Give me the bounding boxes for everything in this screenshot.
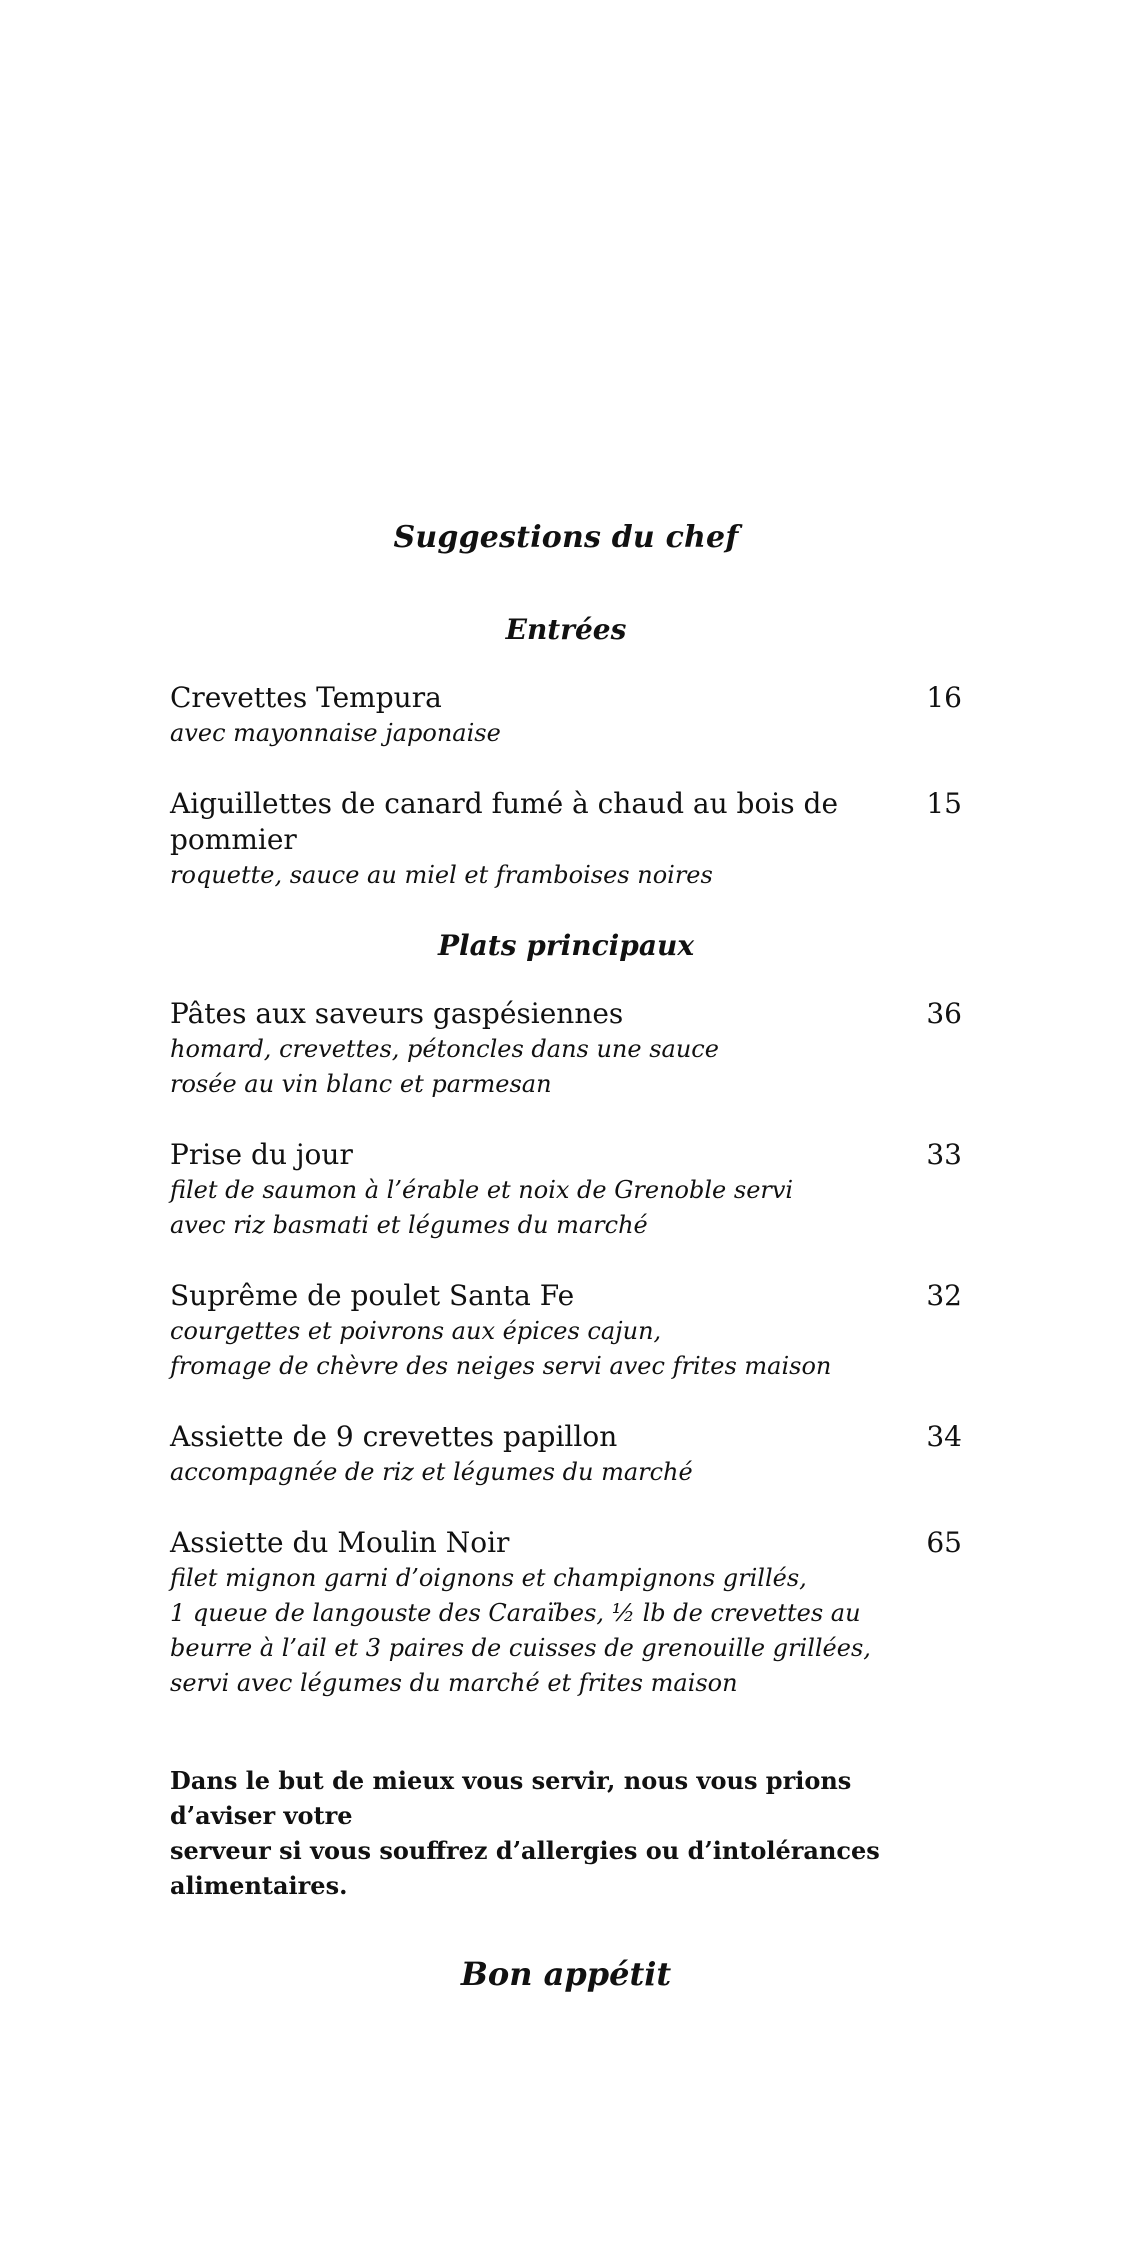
menu-item-name: Prise du jour	[170, 1138, 353, 1171]
menu-item-crevettes-papillon	[170, 1419, 962, 1490]
menu-item-description: servi avec légumes du marché et frites maison	[170, 1669, 738, 1697]
menu-item-description: filet de saumon à l’érable et noix de Grenoble servi	[170, 1176, 794, 1204]
section-plats-principaux	[170, 929, 962, 1701]
menu-item-name: Pâtes aux saveurs gaspésiennes	[170, 997, 624, 1030]
menu-item-description: homard, crevettes, pétoncles dans une sauce	[170, 1035, 719, 1063]
menu-item-price: 33	[926, 1138, 962, 1171]
menu-item-description: beurre à l’ail et 3 paires de cuisses de grenouille grillées,	[170, 1634, 871, 1662]
menu-item-name: Assiette de 9 crevettes papillon	[170, 1420, 618, 1453]
allergy-notice-line: serveur si vous souffrez d’allergies ou d’intolérances alimentaires.	[170, 1836, 880, 1900]
menu-item-row	[170, 1419, 962, 1455]
menu-item-description: 1 queue de langouste des Caraïbes, ½ lb de crevettes au	[170, 1599, 861, 1627]
menu-item-description: roquette, sauce au miel et framboises noires	[170, 861, 713, 889]
menu-item-price: 36	[926, 997, 962, 1030]
menu-item-description: rosée au vin blanc et parmesan	[170, 1070, 552, 1098]
section-heading-entrees: Entrées	[505, 613, 627, 646]
section-heading-plats-principaux: Plats principaux	[437, 929, 695, 962]
menu-item-description: accompagnée de riz et légumes du marché	[170, 1458, 693, 1486]
menu-item-prise-du-jour	[170, 1137, 962, 1243]
menu-item-price: 34	[926, 1420, 962, 1453]
menu-item-pates-gaspesiennes	[170, 996, 962, 1102]
menu-item-moulin-noir	[170, 1525, 962, 1701]
menu-item-price: 15	[926, 787, 962, 820]
menu-item-row	[170, 786, 962, 858]
menu-item-price: 16	[926, 681, 962, 714]
menu-item-supreme-poulet	[170, 1278, 962, 1384]
menu-item-description: courgettes et poivrons aux épices cajun,	[170, 1317, 662, 1345]
menu-item-name: Assiette du Moulin Noir	[170, 1526, 510, 1559]
menu-item-price: 32	[926, 1279, 962, 1312]
menu-item-price: 65	[926, 1526, 962, 1559]
menu-content	[170, 520, 962, 1993]
menu-item-name: Aiguillettes de canard fumé à chaud au bois de pommier	[170, 787, 839, 856]
menu-item-row	[170, 1137, 962, 1173]
closing-text: Bon appétit	[460, 1955, 672, 1993]
menu-item-description: avec mayonnaise japonaise	[170, 719, 501, 747]
menu-item-name: Crevettes Tempura	[170, 681, 442, 714]
menu-item-name: Suprême de poulet Santa Fe	[170, 1279, 575, 1312]
menu-item-description: avec riz basmati et légumes du marché	[170, 1211, 648, 1239]
menu-item-crevettes-tempura	[170, 680, 962, 751]
menu-item-aiguillettes-canard	[170, 786, 962, 893]
menu-item-description: filet mignon garni d’oignons et champignons grillés,	[170, 1564, 807, 1592]
menu-item-row	[170, 1278, 962, 1314]
menu-item-row	[170, 680, 962, 716]
menu-item-description: fromage de chèvre des neiges servi avec frites maison	[170, 1352, 832, 1380]
menu-item-row	[170, 996, 962, 1032]
menu-item-row	[170, 1525, 962, 1561]
section-entrees	[170, 613, 962, 893]
menu-title: Suggestions du chef	[393, 520, 739, 555]
allergy-notice-line: Dans le but de mieux vous servir, nous vous prions d’aviser votre	[170, 1766, 852, 1830]
allergy-notice	[170, 1763, 962, 1903]
